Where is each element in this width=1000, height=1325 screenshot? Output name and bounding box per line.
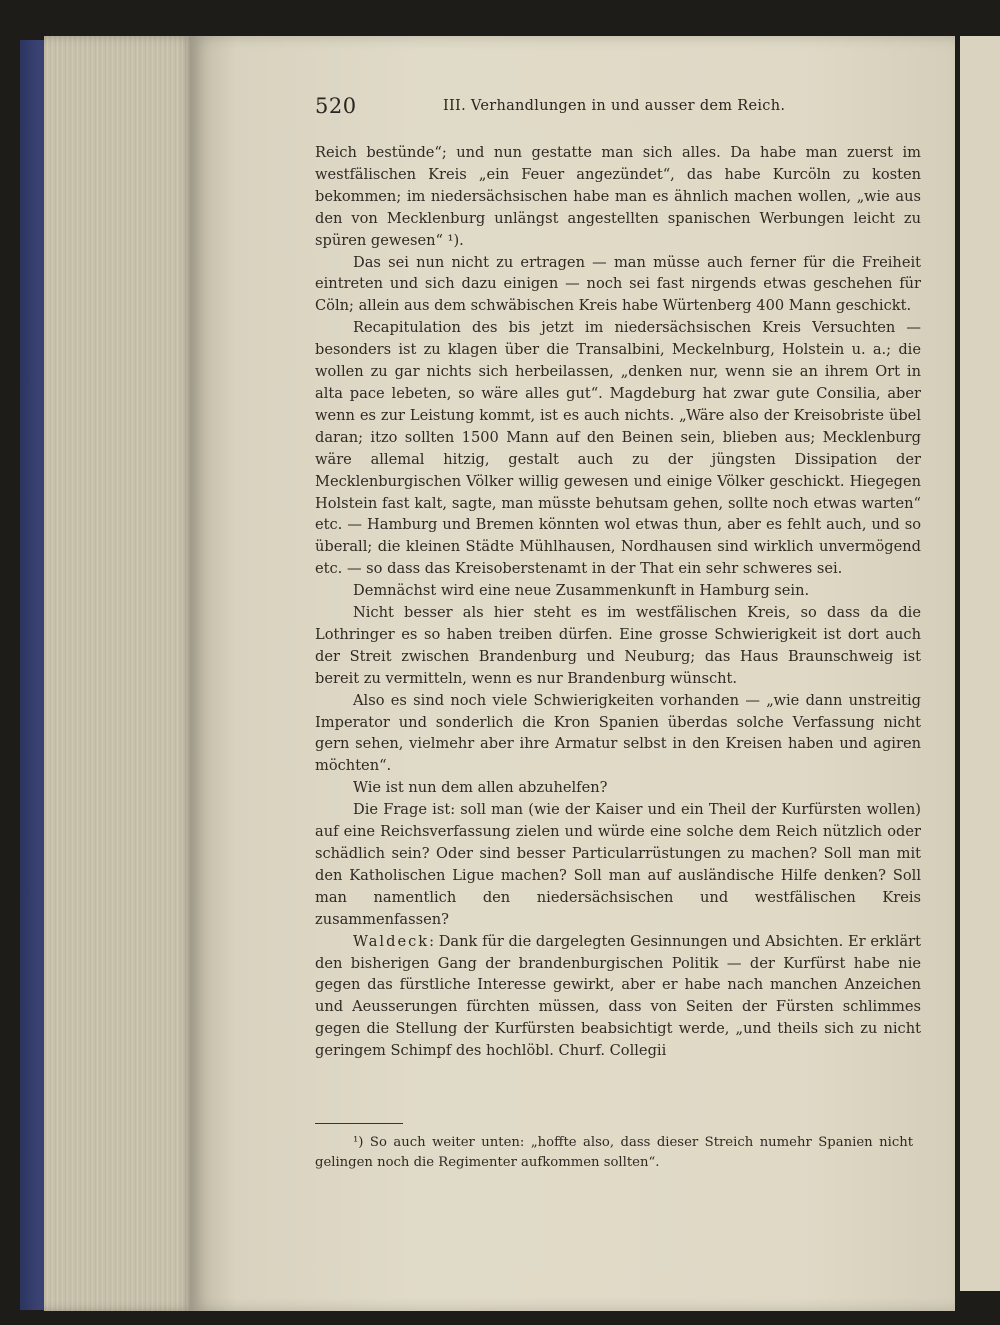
paragraph [315, 931, 921, 1062]
body-text [315, 142, 921, 1062]
running-head: III. Verhandlungen in und ausser dem Reich. [443, 98, 786, 114]
footnote-rule [315, 1123, 403, 1124]
speaker-name: Waldeck [353, 932, 430, 950]
paragraph-text: : Dank für die dargelegten Gesinnungen und Absichten. Er erklärt den bisherigen Gang der brandenburgischen Politik — der Kurfürst habe nie gegen das fürstliche Interesse gewirkt, aber er habe nach manchen Anzeichen und Aeusserungen fürchten müssen, dass von Seiten der Fürsten schlimmes gegen die Stellung der Kurfürsten beabsichtigt werde, „und theils sich zu nicht geringem Schimpf des hochlöbl. Churf. Collegii [315, 932, 921, 1060]
paragraph: Die Frage ist: soll man (wie der Kaiser und ein Theil der Kurfürsten wollen) auf eine Reichsverfassung zielen und würde eine solche dem Reich nützlich oder schädlich sein? Oder sind besser Particularrüstungen zu machen? Soll man mit den Katholischen Ligue machen? Soll man auf ausländische Hilfe denken? Soll man namentlich den niedersächsischen und westfälischen Kreis zusammenfassen? [315, 801, 921, 928]
paragraph: Also es sind noch viele Schwierigkeiten vorhanden — „wie dann unstreitig Imperator und sonderlich die Kron Spanien überdas solche Verfassung nicht gern sehen, vielmehr aber ihre Armatur selbst in den Kreisen haben und agiren möchten“. [315, 691, 921, 775]
paragraph: Das sei nun nicht zu ertragen — man müsse auch ferner für die Freiheit eintreten und sich dazu einigen — noch sei fast nirgends etwas geschehen für Cöln; allein aus dem schwäbischen Kreis habe Würtenberg 400 Mann geschickt. [315, 253, 921, 315]
footnote-text: ¹) So auch weiter unten: „hoffte also, dass dieser Streich numehr Spanien nicht gelingen noch die Regimenter aufkommen sollten“. [315, 1135, 913, 1170]
paragraph: Recapitulation des bis jetzt im niedersächsischen Kreis Versuchten — besonders ist zu klagen über die Transalbini, Meckelnburg, Holstein u. a.; die wollen zu gar nichts sich herbeilassen, „denken nur, wenn sie an ihrem Ort in alta pace lebeten, so wäre alles gut“. Magdeburg hat zwar gute Consilia, aber wenn es zur Leistung kommt, ist es auch nichts. „Wäre also der Kreisobriste übel daran; itzo sollten 1500 Mann auf den Beinen sein, blieben aus; Mecklenburg wäre allemal hitzig, gestalt auch zu der jüngsten Dissipation der Mecklenburgischen Völker willig gewesen und einige Völker geschickt. Hiegegen Holstein fast kalt, sagte, man müsste behutsam gehen, sollte noch etwas warten“ etc. — Hamburg und Bremen könnten wol etwas thun, aber es fehlt auch, und so überall; die kleinen Städte Mühlhausen, Nordhausen sind wirklich unvermögend etc. — so dass das Kreisoberstenamt in der That ein sehr schweres sei. [315, 319, 921, 578]
page-block-edges [44, 36, 194, 1311]
page-header [315, 94, 925, 124]
paragraph: Nicht besser als hier steht es im westfälischen Kreis, so dass da die Lothringer es so haben treiben dürfen. Eine grosse Schwierigkeit ist dort auch der Streit zwischen Brandenburg und Neuburg; das Haus Braunschweig ist bereit zu vermitteln, wenn es nur Brandenburg wünscht. [315, 604, 921, 687]
paragraph: Wie ist nun dem allen abzuhelfen? [353, 779, 608, 797]
page-number: 520 [315, 94, 357, 118]
facing-page-edge [960, 36, 1000, 1291]
footnote [315, 1133, 913, 1172]
paragraph: Reich bestünde“; und nun gestatte man sich alles. Da habe man zuerst im westfälischen Kreis „ein Feuer angezündet“, das habe Kurcöln zu kosten bekommen; im niedersächsischen habe man es ähnlich machen wollen, „wie aus den von Mecklenburg unlängst angestellten spanischen Werbungen leicht zu spüren gewesen“ ¹). [315, 144, 921, 249]
paragraph: Demnächst wird eine neue Zusammenkunft in Hamburg sein. [353, 582, 810, 600]
